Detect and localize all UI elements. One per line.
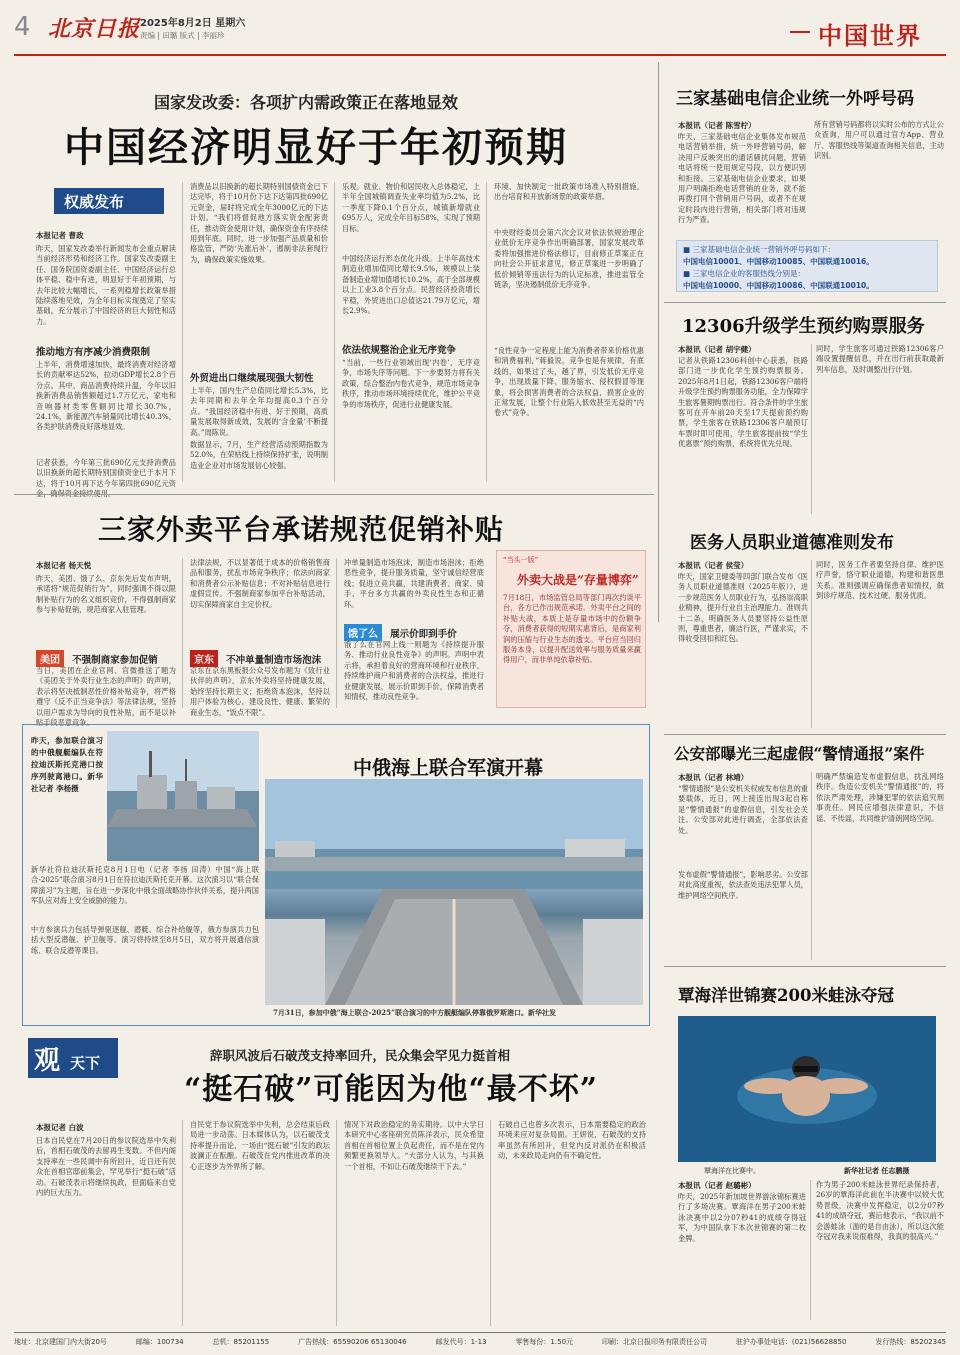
swim-photo-caption-right: 新华社记者 任志鹏摄 xyxy=(844,1167,910,1175)
editors: 责编 | 田璐 版式 | 李丽珍 xyxy=(140,31,225,40)
police-byline: 本报讯（记者 林靖） xyxy=(678,773,749,782)
ishiba-col1: 日本自民党在7月20日的参议院选举中失利后，首相石破茂的去留再生变数。不但内阁支持率在一些民调中有所回升，近日还有民众在首相官邸前集会，罕见举行“挺石破”活动。石破茂表示将继续执政，但面临来自党内的巨大压力。 xyxy=(36,1136,176,1198)
box-line3: ■ 三家电信企业的客服热线分别是： xyxy=(683,269,805,278)
police-body2: 发布虚假“警情通报”，影响恶劣。公安部对此高度重视，依法查处违法犯罪人员，维护网络空间秩序。 xyxy=(678,870,808,900)
ship-body2: 中方参演兵力包括导弹驱逐舰、潜艇、综合补给舰等，俄方参演兵力包括大型反潜舰、护卫舰等。演习将持续至8月5日，双方将开展通信演练、联合反潜等课目。 xyxy=(31,925,259,955)
swim-story xyxy=(664,968,946,1324)
ishiba-col2: 自民党于参议院选举中失利，总会结束后政局进一步动荡。日本媒体认为，以石破茂支持率提升而论，一场由“挺石破”引发的政坛波澜正在酝酿。石破茂在党内推进改革的决心正逐步为外界所了解。 xyxy=(190,1120,330,1171)
lead-byline: 本报记者 曹政 xyxy=(36,231,84,240)
lead-col4c: “良性竞争一定程度上能为消费者带来价格优惠和消费福利，”蒋毅说，竞争也是有规律，有底线的，如果过了头，越了界，引发低价无序竞争，出现质量下降、服务缩水、侵权假冒等现象，将会损害消费者的合法权益，损害企业的正常发展，让整个行业陷入低效甚至无益的“内卷式”竞争。 xyxy=(494,346,644,418)
meituan-head: 不强制商家参加促销 xyxy=(72,655,158,666)
doctor-byline: 本报讯（记者 侯莹） xyxy=(678,561,749,570)
lead-col3b: 中国经济运行形态优化升级。上半年高技术制造业增加值同比增长9.5%，规模以上装备制造业增加值增长10.2%，高于全部规模以上工业3.8个百分点。民营经济投资增长平稳，外贸进出口总值达21.79万亿元，增长2.9%。 xyxy=(342,254,480,316)
ishiba-title: “挺石破”可能因为他“最不坏” xyxy=(184,1072,599,1107)
telecom-box xyxy=(676,240,938,292)
rail-body2: 同时，学生旅客可通过铁路12306客户端设置提醒信息，并在出行前获取最新列车信息，及时调整出行计划。 xyxy=(816,344,944,374)
lead-col2b: 上半年，国内生产总值同比增长5.3%，比去年同期和去年全年均提高0.3个百分点。“我国经济稳中有进、好于预期，高质量发展取得新成效，发展的‘含金量’不断提高。”周陈说。 xyxy=(190,386,328,437)
footer xyxy=(14,1337,946,1351)
ele-head: 展示价即到手价 xyxy=(390,629,457,640)
commentary-box xyxy=(496,550,646,708)
box-line2: 中国电信10001、中国移动10085、中国联通10016。 xyxy=(683,257,874,266)
ishiba-story xyxy=(14,1028,654,1328)
footer-rule xyxy=(14,1332,946,1333)
ship-body: 新华社符拉迪沃斯托克8月1日电（记者 李扬 田涛）中国“海上联合-2025”联合演习8月1日在符拉迪沃斯托克开幕。这次演习以“联合保障演习”为主题，旨在进一步深化中俄全面战略协作伙伴关系，提升两国军队应对海上安全威胁的能力。 xyxy=(31,865,259,906)
police-body: “警情通报”是公安机关权威发布信息的重要载体，近日，网上接连出现3起自称是“警情通报”的虚假信息，引发社会关注。公安部对此进行调查，全部依法查处。 xyxy=(678,784,808,835)
footer-hotline: 驻沪办事处电话：(021)56628850 xyxy=(735,1338,847,1346)
swim-byline: 本报讯（记者 赵璐彬） xyxy=(678,1181,756,1190)
ship-small-graphic xyxy=(107,731,259,861)
lead-kicker: 国家发改委：各项扩内需政策正在落地显效 xyxy=(154,93,459,112)
world-band xyxy=(28,1038,118,1078)
lead-col1b: 上半年，消费增速加快，最终消费对经济增长的贡献率达52%，拉动GDP增长2.8个百分点。其中，商品消费持续升温，今年以旧换新消费品销售额超过1.7万亿元，家电和音响器材类零售额同比增长30.7%，24.1%，新能源汽车销量同比增长40.3%，各类护肤消费良好落地显效。 xyxy=(36,360,176,432)
masthead-rule xyxy=(14,54,946,56)
meituan-badge: 美团 xyxy=(36,650,64,667)
band-char: 观 xyxy=(34,1046,61,1076)
swim-body2: 作为男子200米蛙泳世界纪录保持者，26岁的覃海洋此前在半决赛中以较大优势晋级，决赛中发挥稳定，以2分07秒41的成绩夺冠，赛后他表示，“我以前不会游蛙泳（游的是自由泳），所以这次能夺冠对我来说很难得，我真的很高兴。” xyxy=(816,1180,944,1242)
ship-caption: 7月31日，参加中俄“海上联合-2025”联合演习的中方舰艇编队停靠俄罗斯港口。新华社发 xyxy=(273,1008,557,1017)
ishiba-kicker: 辞职风波后石破茂支持率回升，民众集会罕见力挺首相 xyxy=(210,1048,511,1063)
delivery-title: 三家外卖平台承诺规范促销补贴 xyxy=(98,513,505,546)
rail-body: 记者从铁路12306科创中心获悉，铁路部门进一步优化学生预约购票服务。2025年8月1日起，铁路12306客户端将升级学生预约购票服务功能，全力保障学生旅客暑期购票出行。符合条件的学生旅客可在开车前20天至17天提前预约购票，学生旅客在铁路12306客户端预订车票时即可使用，学生旅客提前按“学生优惠票”预约购票，系统将优先兑现。 xyxy=(678,356,808,449)
lead-col2c: 数据显示，7月，生产经营活动预期指数为52.0%，在荣枯线上持续保持扩张，说明制造业企业对市场发展信心较强。 xyxy=(190,440,328,470)
police-story xyxy=(664,736,946,962)
delivery-col2: 法律法规，不以显著低于成本的价格销售商品和服务，扰乱市场竞争秩序；依法向商家和消费者公示补贴信息；不对补贴信息进行虚假宣传。不强制商家参加平台补贴活动，切实保障商家自主定价权。 xyxy=(190,558,330,609)
footer-printer: 印刷：北京日报印务有限责任公司 xyxy=(601,1338,707,1346)
doctor-body2: 同时，医务工作者要坚持自律、维护医疗声誉，恪守职业道德，构建和谐医患关系。准则强调应确保患者知情权，做到诊疗规范、技术过硬、服务优质。 xyxy=(816,560,944,601)
jd-badge: 京东 xyxy=(190,650,218,667)
doctor-story xyxy=(664,522,946,732)
telecom-title: 三家基础电信企业统一外呼号码 xyxy=(676,89,914,109)
footer-post: 邮发代号：1-13 xyxy=(435,1338,487,1346)
lead-col4b: 中央财经委员会第六次会议对依法依规治理企业低价无序竞争作出明确部署，国家发展改革委将加强推进价格法修订，目前修正草案正在向社会公开征求意见，修正草案进一步明确了低价倾销等违法行为的认定标准，推进监管全链条，坚决遏制低价无序竞争。 xyxy=(494,228,644,290)
swim-photo xyxy=(678,1016,936,1162)
lead-col2: 消费品以旧换新的超长期特别国债资金已下达完毕，将于10月份下达下达第四批690亿元资金，届时将完成全年3000亿元的下达计划。“我们将督促地方落实资金配套责任，推动资金使用计划，确保资金有序持续用到年底。同时，进一步加强产品质量和价格监管，严防‘先涨后补’，遏制非法套现行为，确保政策实施效果。 xyxy=(190,182,328,264)
lead-col3: 乐观。就业、物价和居民收入总体稳定，上半年全国城镇调查失业率均值为5.2%，比一季度下降0.1个百分点，城镇新增就业695万人，完成全年目标58%，实现了预期目标。 xyxy=(342,182,480,233)
lead-story xyxy=(14,62,650,488)
footer-zip: 邮编：100734 xyxy=(135,1338,184,1346)
delivery-col3: 冲单量制造市场泡沫，制造市场泡沫；拒绝恶性竞争，提升服务质量，坚守诚信经营底线；促进立竞共赢，共建消费者、商家、骑手、平台多方共赢的外卖良性生态和正循环。 xyxy=(344,558,484,609)
ele-badge: 饿了么 xyxy=(344,624,382,641)
ishiba-col4: 石破自己也曾多次表示，日本需要稳定的政治环境来应对复杂局面。王妍说，石破茂的支持率虽然有所回升，但党内反对派仍在积极活动，未来政局走向仍有不确定性。 xyxy=(498,1120,646,1161)
lead-col1: 昨天，国家发改委举行新闻发布会重点解读当前经济形势和经济工作。国家发改委副主任、国务院国资委副主任、中国经济运行总体平稳、稳中有进，明显好于年初预期，与去年比较大幅增长，一系列稳增长政策举措陆续落地见效，为全年目标实现奠定了坚实基础，充分展示了中国经济的巨大韧性和活力。 xyxy=(36,244,176,326)
lead-sub3: 依法依规整治企业无序竞争 xyxy=(342,345,457,356)
commentary-title: 外卖大战是“存量博弈” xyxy=(517,573,639,587)
doctor-body: 昨天，国家卫健委等四部门联合发布《医务人员职业道德准则（2025年版）》，进一步规范医务人员职业行为，弘扬崇高职业精神，提升行业自主治理能力。准则共十二条，明确医务人员要坚持公益性原则，尊重患者，廉洁行医，严谨求实，不得收受回扣和红包。 xyxy=(678,572,808,644)
ishiba-byline: 本报记者 白波 xyxy=(36,1123,84,1132)
box-line1: ■ 三家基础电信企业统一营销外呼号码如下： xyxy=(683,245,835,254)
telecom-byline: 本报讯（记者 陈雪柠） xyxy=(678,121,756,130)
police-body3: 明确严禁编造发布虚假信息，扰乱网络秩序。伪造公安机关“警情通报”的，将依法严肃处理，涉嫌犯罪的依法追究刑事责任。网民应增强法律意识，不信谣、不传谣，共同维护清朗网络空间。 xyxy=(816,772,944,823)
footer-dist: 发行热线：85202345 xyxy=(875,1338,946,1346)
ship-title: 中俄海上联合军演开幕 xyxy=(353,757,544,779)
doctor-title: 医务人员职业道德准则发布 xyxy=(690,533,894,553)
commentary-label: “当头一版” xyxy=(503,556,539,564)
page-number: 4 xyxy=(14,12,31,42)
police-title: 公安部曝光三起虚假“警情通报”案件 xyxy=(674,744,925,763)
footer-ad: 广告热线：65590206 65130046 xyxy=(298,1338,407,1346)
delivery-byline: 本报记者 杨天悦 xyxy=(36,561,92,570)
ship-side-caption: 昨天，参加联合演习的中俄舰艇编队在符拉迪沃斯托克港口按序列驶离港口。新华社记者 李杨摄 xyxy=(31,736,103,793)
section-name: 中国世界 xyxy=(818,21,922,50)
ship-photo-large xyxy=(265,779,643,1005)
swim-photo-caption-left: 覃海洋在比赛中。 xyxy=(704,1167,760,1175)
ship-photo-small xyxy=(107,731,259,861)
masthead xyxy=(0,0,960,58)
band-char2: 天下 xyxy=(70,1054,101,1072)
rail-title: 12306升级学生预约购票服务 xyxy=(682,316,925,337)
jd-head: 不冲单量制造市场泡沫 xyxy=(226,655,322,666)
swim-body: 昨天，2025年新加坡世界游泳锦标赛进行了多场决赛。覃海洋在男子200米蛙泳决赛中以2分07秒41的成绩夺得冠军，为中国队拿下本次世锦赛的第二枚金牌。 xyxy=(678,1192,806,1243)
rail-story xyxy=(664,306,946,520)
authoritative-release-tag xyxy=(54,188,164,214)
ele-heading xyxy=(344,622,457,641)
jd-heading xyxy=(190,648,321,667)
lead-col4: 环境，加快制定一批政策市场准入特别措施，出台培育和开放新场景的政策举措。 xyxy=(494,182,644,202)
footer-price: 零售每份：1.50元 xyxy=(515,1338,574,1346)
rail-byline: 本报讯（记者 胡宇健） xyxy=(678,345,756,354)
meituan-body: 当日，美团在企业官网、官微推送了题为《美团关于外卖行业生态的声明》的声明，表示将坚决抵制恶性价格补贴竞争，将严格遵守《反不正当竞争法》等法律法规，坚持以用户需求为导向的良性补贴，而不是以补贴手段恶意竞争。 xyxy=(36,666,176,728)
telecom-body2: 所有营销号码都将以实时公布的方式让公众查询，用户可以通过官方App、营业厅、客服热线等渠道查询相关信息，主动识别。 xyxy=(814,120,944,161)
jd-body: 京东在京东黑板报公众号发布题为《致行业伙伴的声明》，京东外卖将坚持健康发展，始终坚持长期主义；拒绝资本泡沫，坚持以用户体验为核心，建设良性、健康、繁荣的商业生态，“饭点不限”。 xyxy=(190,666,330,717)
lead-title: 中国经济明显好于年初预期 xyxy=(64,124,568,171)
delivery-body: 昨天，美团、饿了么、京东先后发布声明，承诺将“规范促销行为”，同时强调不得以限制补贴行为的名义组织竞价，不得强制商家参与补贴促销，规范商家入驻管理。 xyxy=(36,574,176,615)
lead-sub2: 外贸进出口继续展现强大韧性 xyxy=(190,370,314,384)
commentary-body: 7月18日，市场监管总局等部门再次约谈平台，各方已作出规范承诺。外卖平台之间的补贴大战，本质上是存量市场中的份额争夺，消费者获得的短期实惠背后，是商家利润的压缩与行业生态的透支。平台应当回归服务本身，以提升配送效率与服务质量来赢得用户，而非单纯依靠补贴。 xyxy=(503,593,641,665)
delivery-story xyxy=(14,500,654,728)
ship-story xyxy=(22,724,650,1026)
tag-label: 权威发布 xyxy=(64,193,125,211)
paper-name: 北京日报 xyxy=(48,16,141,42)
lead-sub1: 推动地方有序减少消费限制 xyxy=(36,347,151,358)
swimmer-graphic xyxy=(678,1016,936,1162)
ship-deck-graphic xyxy=(265,779,643,1005)
ishiba-col3: 情况下对政治稳定的务实期待。以中大学日本研究中心客座研究员陈洋表示，民众希望首相在首相位置上负起责任，而不是在党内频繁更换领导人。“大部分人认为，与其换一个首相，不如让石破茂继续干下去。” xyxy=(344,1120,484,1171)
lead-col1c: 记者获悉，今年第三批690亿元支持消费品以旧换新的超长期特别国债资金已于本月下达，将于10月再下达今年第四批690亿元资 xyxy=(36,458,176,488)
footer-tel: 总机：85201155 xyxy=(212,1338,270,1346)
section-title xyxy=(790,14,950,48)
ele-body: 饿了么在官网上线一则题为《持续提升服务、推动行业良性竞争》的声明。声明中表示将，承担着良好的营商环境和行业秩序，持续维护商户和消费者的合法权益，推进行业健康发展，展示价即到手价，保障消费者知情权，推动良性竞争。 xyxy=(344,640,484,702)
meituan-heading xyxy=(36,648,158,667)
issue-date: 2025年8月2日 星期六 xyxy=(140,18,246,29)
swim-title: 覃海洋世锦赛200米蛙泳夺冠 xyxy=(678,986,894,1005)
telecom-body: 昨天，三家基础电信企业集体发布规范电话营销举措，统一外呼营销号码，解决用户反映突出的通话骚扰问题，营销电话将统一使用规定号段，以方便识别和拒接。三家基础电信企业要求，如果用户明确拒绝电话营销的业务，就不能再拨打同个营销用户号码，或者不在规定时段内进行营销，相关部门将对违规行为严查。 xyxy=(678,132,806,225)
lead-col3c: “当前，一些行业领域出现‘内卷’，无序竞争，市场失序等问题。下一步要努力将有关政策，综合整治内卷式竞争，规范市场竞争秩序，推动市场环境持续优化，维护公平竞争的市场秩序，促进行业健康发展。 xyxy=(342,358,480,409)
footer-addr: 地址：北京建国门内大街20号 xyxy=(14,1338,107,1346)
box-line4: 中国电信10000、中国移动10086、中国联通10010。 xyxy=(683,281,874,290)
